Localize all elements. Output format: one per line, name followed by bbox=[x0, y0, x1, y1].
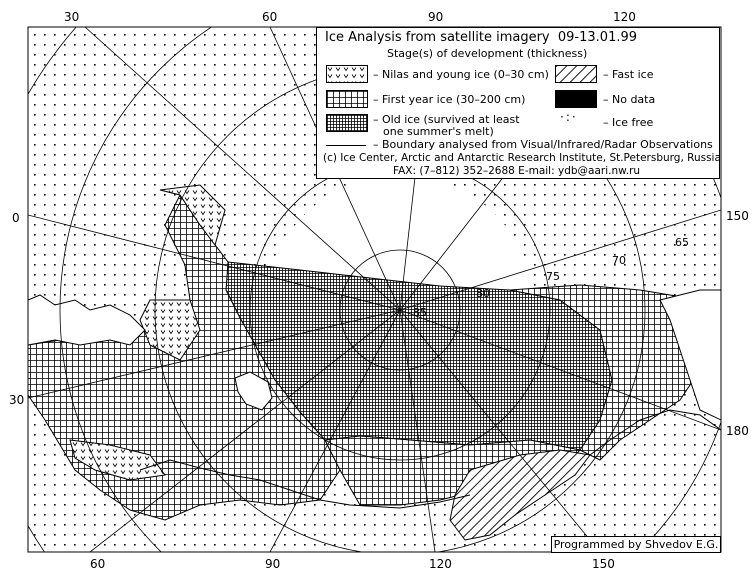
legend-subtitle: Stage(s) of development (thickness) bbox=[387, 47, 588, 60]
legend-title bbox=[325, 31, 637, 45]
lon-label-top-120: 120 bbox=[613, 10, 636, 24]
contact-text: FAX: (7–812) 352–2688 E-mail: ydb@aari.nw.ru bbox=[393, 165, 641, 177]
old-ice-label-2: one summer's melt) bbox=[383, 125, 494, 138]
lon-label-top-30: 30 bbox=[64, 10, 80, 24]
first-year-label: – First year ice (30–200 cm) bbox=[373, 93, 526, 106]
lat-label-85: 85 bbox=[413, 306, 427, 319]
lon-label-left-0: 0 bbox=[12, 211, 20, 225]
ice-free-swatch: ·:· bbox=[560, 110, 578, 124]
legend-title-text: Ice Analysis from satellite imagery bbox=[325, 30, 550, 45]
fast-ice-label: – Fast ice bbox=[603, 68, 654, 81]
lat-label-70: 70 bbox=[612, 254, 626, 267]
lon-label-right-150: 150 bbox=[726, 209, 749, 223]
lon-label-left-30: 30 bbox=[9, 393, 25, 407]
first-year-swatch bbox=[326, 90, 368, 108]
old-ice-swatch bbox=[326, 114, 368, 132]
no-data-label: – No data bbox=[603, 93, 656, 106]
legend-date: 09-13.01.99 bbox=[557, 30, 638, 45]
lat-label-65: 65 bbox=[675, 236, 689, 249]
lat-label-75: 75 bbox=[546, 270, 560, 283]
lon-label-top-90: 90 bbox=[428, 10, 444, 24]
lon-label-bottom-120: 120 bbox=[429, 557, 452, 571]
lon-label-bottom-90: 90 bbox=[265, 557, 281, 571]
ice-free-label: – Ice free bbox=[603, 116, 654, 129]
lat-label-80: 80 bbox=[476, 287, 490, 300]
lon-label-bottom-150: 150 bbox=[592, 557, 615, 571]
boundary-line-sample bbox=[326, 145, 366, 146]
fast-ice-swatch bbox=[555, 65, 597, 83]
credit-box: Programmed by Shvedov E.G. bbox=[551, 536, 721, 553]
lon-label-bottom-60: 60 bbox=[90, 557, 106, 571]
lon-label-right-180: 180 bbox=[726, 424, 749, 438]
old-ice-label-1: – Old ice (survived at least bbox=[373, 113, 520, 126]
copyright-text: (c) Ice Center, Arctic and Antarctic Research Institute, St.Petersburg, Russia bbox=[323, 152, 721, 164]
no-data-swatch bbox=[555, 90, 597, 108]
boundary-label: – Boundary analysed from Visual/Infrared/Radar Observations bbox=[373, 138, 713, 151]
legend-panel bbox=[316, 27, 720, 179]
lon-label-top-60: 60 bbox=[262, 10, 278, 24]
nilas-swatch bbox=[326, 65, 368, 83]
nilas-label: – Nilas and young ice (0–30 cm) bbox=[373, 68, 549, 81]
